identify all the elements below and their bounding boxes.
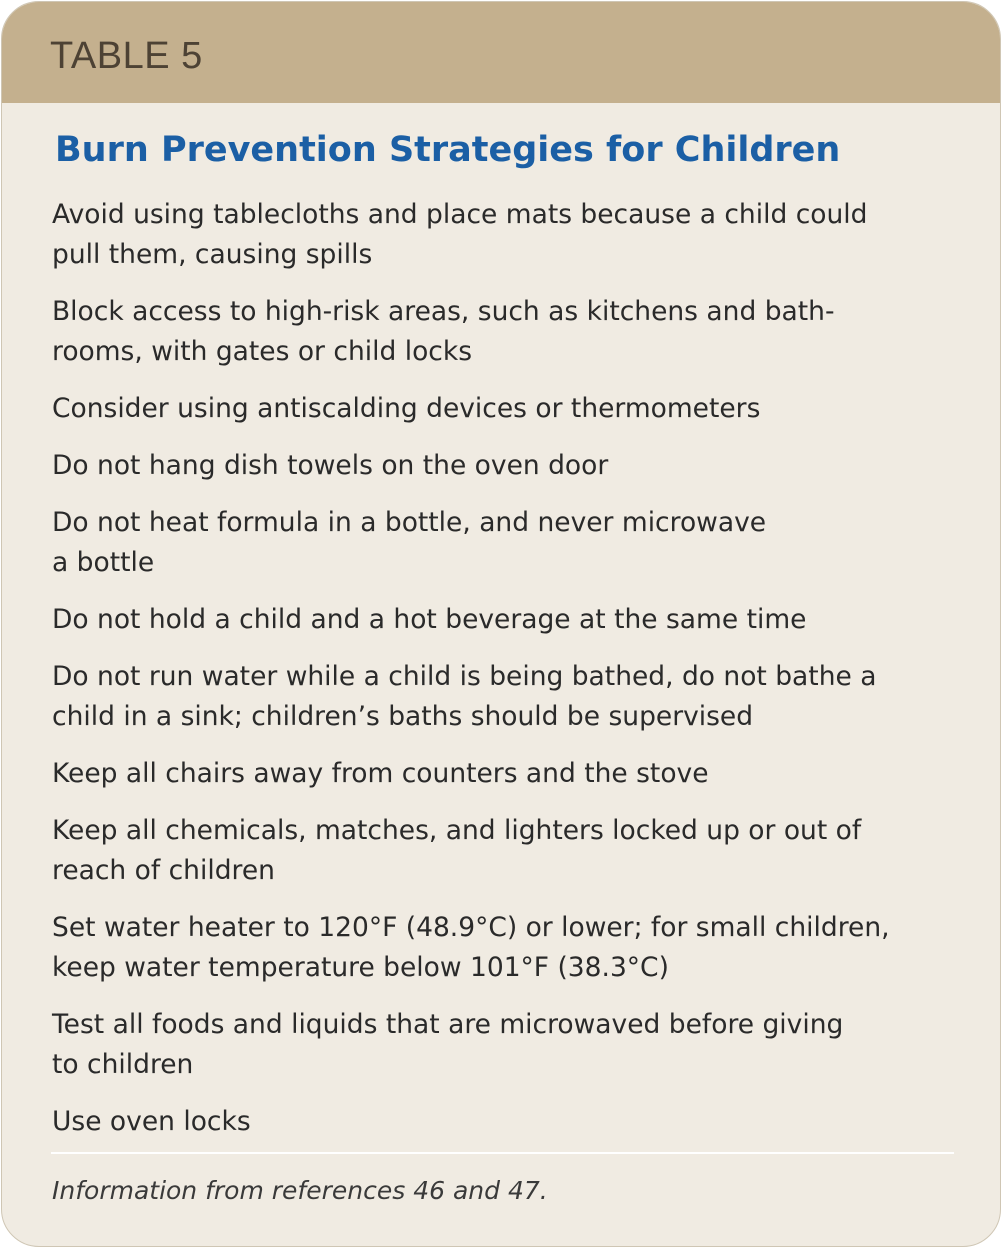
strategy-line: keep water temperature below 101°F (38.3°C) [52,952,669,983]
strategy-item [52,754,962,794]
footnote-divider [51,1152,954,1154]
strategy-line: to children [52,1049,194,1080]
strategy-item [52,389,962,429]
strategy-item [52,1005,962,1085]
strategy-item [52,503,962,583]
strategy-line: Consider using antiscalding devices or thermometers [52,393,761,424]
strategy-item [52,908,962,988]
strategy-item [52,446,962,486]
strategy-line: Do not hold a child and a hot beverage at the same time [52,604,807,635]
strategy-line: Block access to high-risk areas, such as kitchens and bath- [52,296,835,327]
strategy-line: Keep all chemicals, matches, and lighters locked up or out of [52,815,862,846]
strategy-line: Do not hang dish towels on the oven door [52,450,609,481]
strategy-item [52,600,962,640]
strategy-line: Set water heater to 120°F (48.9°C) or lower; for small children, [52,912,890,943]
strategy-line: Do not heat formula in a bottle, and never microwave [52,507,767,538]
strategy-line: reach of children [52,855,275,886]
strategy-list [52,195,962,1142]
strategy-line: Avoid using tablecloths and place mats because a child could [52,199,868,230]
table-card [1,1,1001,1247]
strategy-item [52,811,962,891]
table-label: TABLE 5 [50,35,203,77]
strategy-line: child in a sink; children’s baths should be supervised [52,701,754,732]
strategy-line: Use oven locks [52,1106,251,1137]
strategy-line: a bottle [52,547,155,578]
table-title: Burn Prevention Strategies for Children [55,130,841,170]
strategy-item [52,292,962,372]
strategy-line: pull them, causing spills [52,239,373,270]
strategy-line: rooms, with gates or child locks [52,336,473,367]
strategy-item [52,195,962,275]
strategy-line: Test all foods and liquids that are microwaved before giving [52,1009,844,1040]
strategy-item [52,657,962,737]
strategy-line: Keep all chairs away from counters and the stove [52,758,709,789]
table-header-band [2,2,1000,103]
strategy-item [52,1102,962,1142]
strategy-line: Do not run water while a child is being bathed, do not bathe a [52,661,877,692]
source-footnote: Information from references 46 and 47. [52,1176,548,1205]
